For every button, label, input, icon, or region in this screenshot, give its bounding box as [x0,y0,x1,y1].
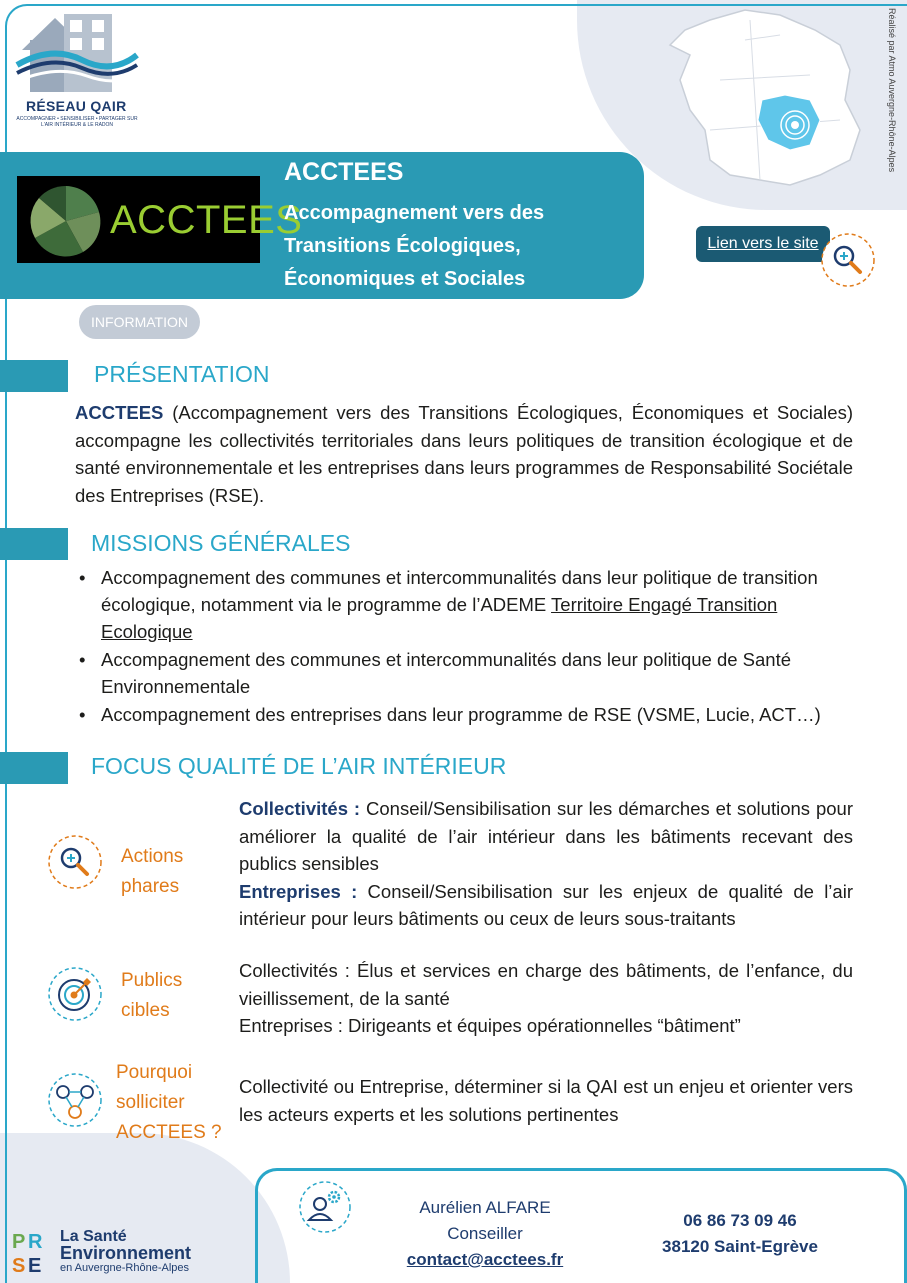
missions-title: MISSIONS GÉNÉRALES [91,530,351,556]
svg-text:P: P [12,1231,26,1253]
page-title: ACCTEES [284,158,404,186]
publics-text: Collectivités : Élus et services en charge des bâtiments, de l’enfance, du vieillissement, de la santé Entreprises : Dirigeants et équipes opérationnelles “bâtiment” [239,960,853,1036]
network-people-icon [47,1072,103,1128]
contact-email-link[interactable]: contact@acctees.fr [406,1250,564,1269]
pourquoi-text: Collectivité ou Entreprise, déterminer si la QAI est un enjeu et orienter vers les acteurs experts et les solutions pertinentes [239,1076,853,1125]
presentation-lead: ACCTEES [75,402,164,423]
territoire-engage-link[interactable]: Territoire Engagé Transition Ecologique [101,594,778,642]
list-item: • Accompagnement des entreprises dans leur programme de RSE (VSME, Lucie, ACT…) [78,701,858,728]
actions-text: Collectivités : Conseil/Sensibilisation sur les démarches et solutions pour améliorer la qualité de l’air intérieur dans les bâtiments recevant des publics sensibles Entreprises : Conseil/Sensibilisation sur les enjeux de qualité de l’air intérieur pour leurs bâtiments ou ceux de leurs sous-traitants [239,798,853,929]
map-icon [650,0,880,200]
contact-phone: 06 86 73 09 46 [683,1211,797,1230]
presentation-text: (Accompagnement vers des Transitions Écologiques, Économiques et Sociales) accompagne les collectivités territoriales dans leurs politiques de transition écologique et de santé environnementale et les entreprises dans leurs programmes de Responsabilité Sociétale des Entreprises (RSE). [75,402,853,506]
svg-text:E: E [28,1255,42,1276]
acctees-pie-icon [21,176,111,263]
publics-label: Publics cibles [121,970,183,1021]
contact-role: Conseiller [447,1224,523,1243]
section-bar [0,528,68,560]
user-settings-icon [298,1180,352,1234]
list-item: • Accompagnement des communes et intercommunalités dans leur politique de transition écologique, notamment via le programme de l’ADEME Territoire Engagé Transition Ecologique [78,564,858,645]
qair-title: RÉSEAU QAIR [26,98,127,114]
svg-text:S: S [12,1255,26,1276]
target-icon [47,966,103,1022]
prse-logo [10,1226,210,1278]
contact-details [650,1208,830,1260]
prse-line3: en Auvergne-Rhône-Alpes [60,1262,190,1274]
missions-list [78,564,858,729]
qair-tagline: ACCOMPAGNER • SENSIBILISER • PARTAGER SUR L'AIR INTÉRIEUR & LE RADON [16,116,138,128]
prse-mark-icon [10,1226,54,1276]
house-waves-icon [12,10,142,100]
svg-text:R: R [28,1231,43,1253]
magnifier-icon [47,834,103,890]
focus-title: FOCUS QUALITÉ DE L’AIR INTÉRIEUR [91,753,507,779]
page-subtitle: Accompagnement vers des Transitions Écologiques, Économiques et Sociales [284,202,545,290]
section-bar [0,752,68,784]
search-icon [820,232,876,288]
acctees-logo-word: ACCTEES [110,198,303,242]
reseau-qair-logo [12,10,142,135]
presentation-title: PRÉSENTATION [94,361,270,387]
map-credit: Réalisé par Atmo Auvergne-Rhône-Alpes [887,8,897,173]
website-link-button[interactable]: Lien vers le site [696,226,830,262]
prse-line1: La Santé [60,1228,127,1245]
actions-label: Actions phares [121,846,184,897]
contact-name: Aurélien ALFARE [419,1198,551,1217]
france-map [650,0,880,200]
information-badge: INFORMATION [79,305,200,339]
prse-line2: Environnement [60,1243,192,1263]
acctees-logo [17,176,303,263]
presentation-paragraph [75,399,853,509]
pourquoi-label: Pourquoi solliciter ACCTEES ? [116,1062,222,1143]
contact-city: 38120 Saint-Egrève [662,1237,818,1256]
contact-person [380,1195,590,1273]
section-bar [0,360,68,392]
list-item: • Accompagnement des communes et intercommunalités dans leur politique de Santé Environnementale [78,646,858,700]
